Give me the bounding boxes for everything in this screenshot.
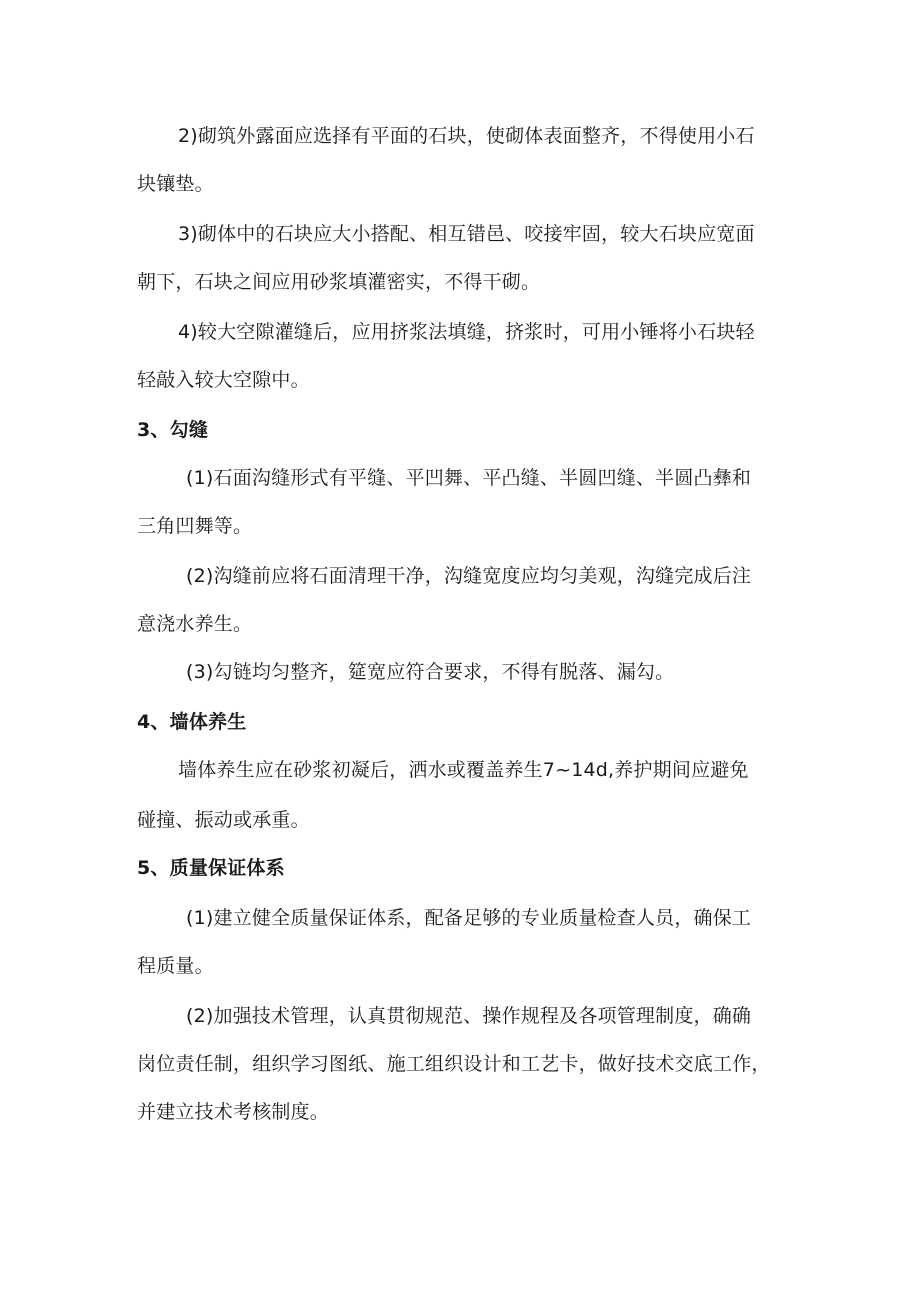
- para-2-3-line-2: 朝下，石块之间应用砂浆填灌密实，不得干砌。: [137, 271, 541, 293]
- section-4-line-1: 墙体养生应在砂浆初凝后，洒水或覆盖养生7~14d,养护期间应避免: [178, 759, 749, 781]
- section-4-heading: 4、墙体养生: [137, 711, 247, 733]
- section-5-item-2-line-3: 并建立技术考核制度。: [137, 1101, 330, 1123]
- section-5-item-2-line-2: 岗位责任制，组织学习图纸、施工组织设计和工艺卡，做好技术交底工作，: [137, 1053, 771, 1075]
- section-3-item-1-line-2: 三角凹舞等。: [137, 515, 253, 537]
- section-3-item-2-line-1: (2)沟缝前应将石面清理干净，沟缝宽度应均匀美观，沟缝完成后注: [186, 565, 752, 587]
- section-5-item-1-line-1: (1)建立健全质量保证体系，配备足够的专业质量检查人员，确保工: [186, 907, 752, 929]
- section-3-item-2-line-2: 意浇水养生。: [137, 613, 253, 635]
- section-4-line-2: 碰撞、振动或承重。: [137, 809, 310, 831]
- para-2-2-line-2: 块镶垫。: [137, 173, 214, 195]
- para-2-2-line-1: 2)砌筑外露面应选择有平面的石块，使砌体表面整齐，不得使用小石: [178, 125, 755, 147]
- section-5-heading: 5、质量保证体系: [137, 857, 285, 879]
- section-3-item-3-line-1: (3)勾链均匀整齐，筵宽应符合要求，不得有脱落、漏勾。: [186, 661, 675, 683]
- section-5-item-2-line-1: (2)加强技术管理，认真贯彻规范、操作规程及各项管理制度，确确: [186, 1005, 752, 1027]
- section-3-item-1-line-1: (1)石面沟缝形式有平缝、平凹舞、平凸缝、半圆凹缝、半圆凸彝和: [186, 467, 752, 489]
- para-2-4-line-2: 轻敲入较大空隙中。: [137, 369, 310, 391]
- para-2-4-line-1: 4)较大空隙灌缝后，应用挤浆法填缝，挤浆时，可用小锤将小石块轻: [178, 321, 755, 343]
- para-2-3-line-1: 3)砌体中的石块应大小搭配、相互错邑、咬接牢固，较大石块应宽面: [178, 223, 755, 245]
- section-3-heading: 3、勾缝: [137, 419, 209, 441]
- section-5-item-1-line-2: 程质量。: [137, 955, 214, 977]
